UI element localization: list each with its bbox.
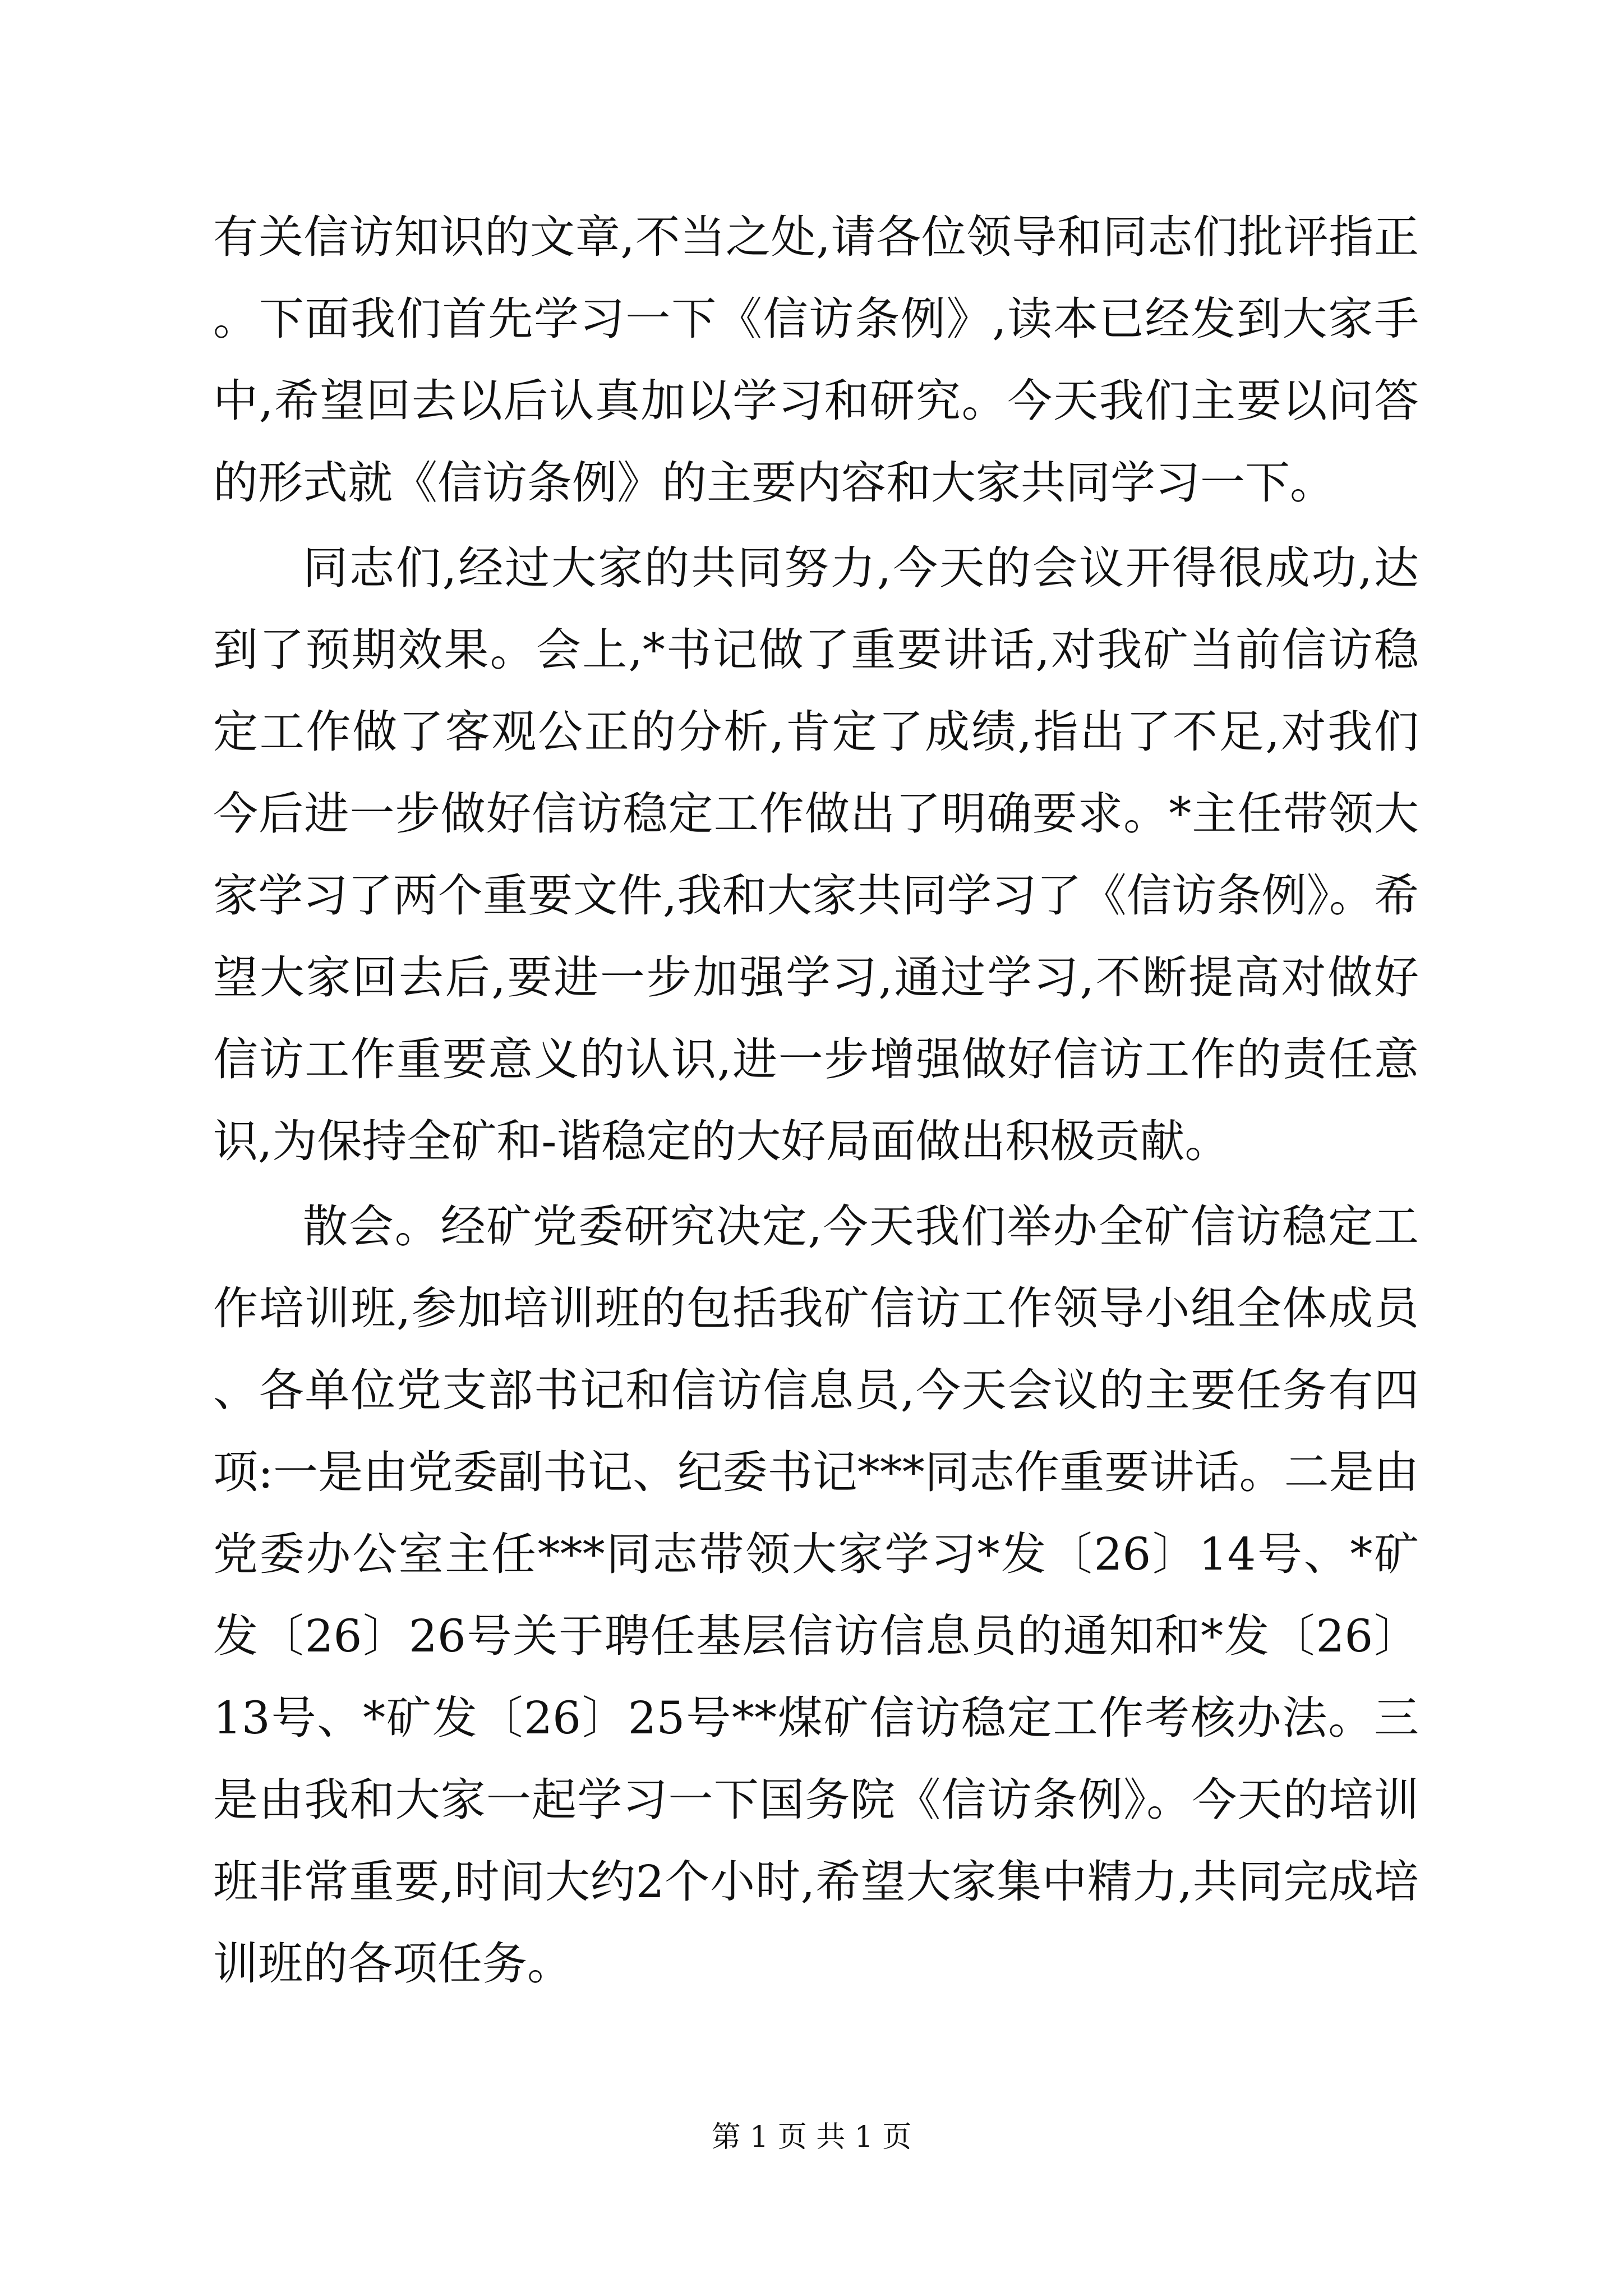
page-number-footer: 第 1 页 共 1 页 [711, 2120, 912, 2154]
paragraph-closing-remarks: 同志们,经过大家的共同努力,今天的会议开得很成功,达到了预期效果。会上,*书记做了重要讲话,对我矿当前信访稳定工作做了客观公正的分析,肯定了成绩,指出了不足,对我们今后进一步做好信访稳定工作做出了明确要求。*主任带领大家学习了两个重要文件,我和大家共同学习了《信访条例》。希望大家回去后,要进一步加强学习,通过学习,不断提高对做好信访工作重要意义的认识,进一步增强做好信访工作的责任意识,为保持全矿和-谐稳定的大好局面做出积极贡献。 [213, 542, 1419, 1167]
paragraph-continued: 有关信访知识的文章,不当之处,请各位领导和同志们批评指正。下面我们首先学习一下《信访条例》,读本已经发到大家手中,希望回去以后认真加以学习和研究。今天我们主要以问答的形式就《信访条例》的主要内容和大家共同学习一下。 [213, 211, 1419, 509]
paragraph-meeting-agenda: 散会。经矿党委研究决定,今天我们举办全矿信访稳定工作培训班,参加培训班的包括我矿信访工作领导小组全体成员、各单位党支部书记和信访信息员,今天会议的主要任务有四项:一是由党委副书记、纪委书记***同志作重要讲话。二是由党委办公室主任***同志带领大家学习*发〔26〕14号、*矿发〔26〕26号关于聘任基层信访信息员的通知和*发〔26〕13号、*矿发〔26〕25号**煤矿信访稳定工作考核办法。三是由我和大家一起学习一下国务院《信访条例》。今天的培训班非常重要,时间大约2个小时,希望大家集中精力,共同完成培训班的各项任务。 [213, 1200, 1419, 1990]
document-body [213, 196, 1419, 2005]
